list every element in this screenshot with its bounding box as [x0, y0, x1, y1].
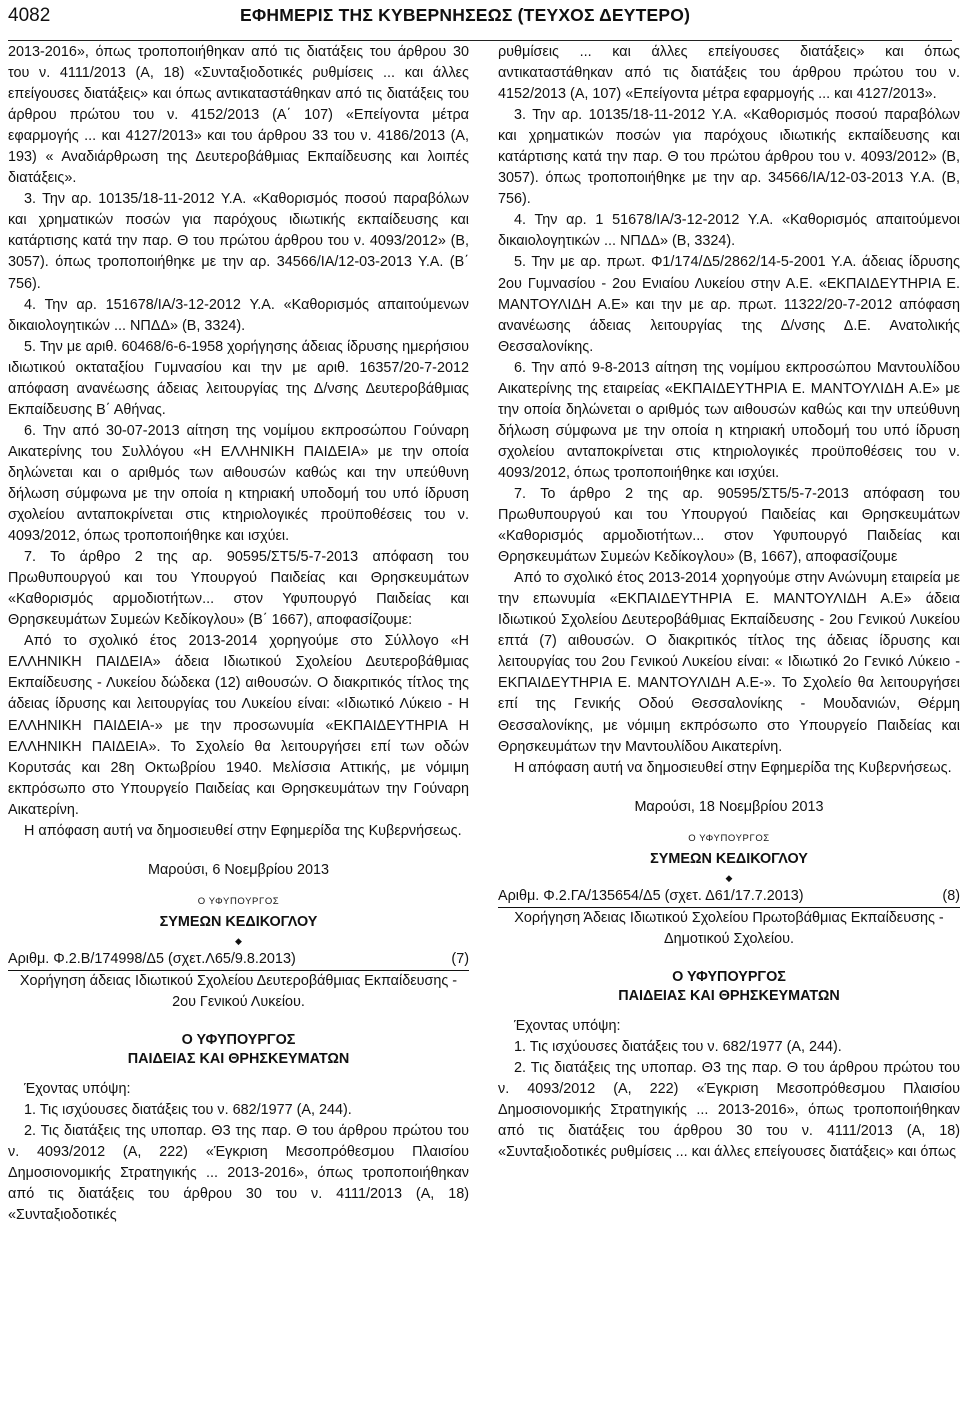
signer-name: ΣΥΜΕΩΝ ΚΕΔΙΚΟΓΛΟΥ	[159, 913, 318, 930]
ministry-title-line-1: Ο ΥΦΥΠΟΥΡΓΟΣ	[181, 1032, 296, 1049]
having-considered: Έχοντας υπόψη:	[514, 1017, 621, 1034]
decision-number: (7)	[451, 950, 469, 967]
paragraph: 3. Την αρ. 10135/18-11-2012 Υ.Α. «Καθορισμός ποσού παραβόλων και χρηματικών ποσών για παρόχους ιδιωτικής εκπαίδευσης και κατάρτισης κατά την παρ. Θ του πρώτου άρθρου του ν. 4093/2012» (Β, 3057). όπως τροποποιήθηκε με την αρ. 34566/ΙΑ/12-03-2013 Υ.Α. (Β΄ 756).	[8, 191, 469, 292]
decision-heading	[8, 949, 469, 971]
ministry-title-line-1: Ο ΥΦΥΠΟΥΡΓΟΣ	[672, 968, 786, 985]
paragraph: 1. Τις ισχύουσες διατάξεις του ν. 682/1977 (Α, 244).	[24, 1102, 352, 1119]
paragraph: 2013-2016», όπως τροποποιήθηκαν από τις διατάξεις του άρθρου 30 του ν. 4111/2013 (Α, 18) «Συνταξιοδοτικές ρυθμίσεις ... και άλλες επείγουσες διατάξεις» και όπως αντικαταστάθηκαν από τις διατάξεις του άρθρου πρώτου του ν. 4152/2013 (Α΄ 107) «Επείγοντα μέτρα εφαρμογής ... και 4127/2013» και του άρθρου 33 του ν. 4186/2013 (Α, 193) « Αναδιάρθρωση της Δευτεροβάθμιας Εκπαίδευσης και λοιπές διατάξεις».	[8, 44, 469, 187]
paragraph: 6. Την από 9-8-2013 αίτηση της νομίμου εκπροσώπου Μαντουλίδου Αικατερίνης της εταιρείας «ΕΚΠΑΙΔΕΥΤΗΡΙΑ Ε. ΜΑΝΤΟΥΛΙΔΗ Α.Ε» με την οποία δηλώνεται ο αριθμός των αιθουσών καθώς και την υπεύθυνη δήλωση σύμφωνα με την οποία η κτηριακή υποδομή του υπό ίδρυση σχολείου ανταποκρίνεται στις κτηριολογικές προϋποθέσεις του ν. 4093/2012, όπως τροποποιήθηκε και ισχύει.	[498, 359, 960, 481]
ministry-title-line-2: ΠΑΙΔΕΙΑΣ ΚΑΙ ΘΡΗΣΚΕΥΜΑΤΩΝ	[127, 1051, 350, 1068]
decision-heading	[498, 886, 960, 908]
signer-role: Ο ΥΦΥΠΟΥΡΓΟΣ	[197, 895, 280, 907]
paragraph: 5. Την με αριθ. 60468/6-6-1958 χορήγησης άδειας ίδρυσης ημερήσιου ιδιωτικού οκταταξίου Γυμνασίου και την με αριθ. 16357/20-7-2012 απόφαση ανανέωσης άδειας λειτουργίας της Δ/νσης Δευτεροβάθμιας Εκπαίδευσης Β΄ Αθήνας.	[8, 338, 469, 418]
paragraph: 2. Τις διατάξεις της υποπαρ. Θ3 της παρ. Θ του άρθρου πρώτου του ν. 4093/2012 (Α, 222) «Έγκριση Μεσοπρόθεσμου Πλαισίου Δημοσιονομικής Στρατηγικής ... 2013-2016», όπως τροποποιήθηκαν από τις διατάξεις του άρθρου 30 του ν. 4111/2013 (Α, 18) «Συνταξιοδοτικές ρυθμίσεις ... και άλλες επείγουσες διατάξεις» και όπως	[498, 1060, 960, 1161]
paragraph: 5. Την με αρ. πρωτ. Φ1/174/Δ5/2862/14-5-2001 Υ.Α. άδειας ίδρυσης 2ου Γυμνασίου - 2ου Ενιαίου Λυκείου στην Α.Ε. «ΕΚΠΑΙΔΕΥΤΗΡΙΑ Ε. ΜΑΝΤΟΥΛΙΔΗ Α.Ε» και την με αρ. πρωτ. 11322/20-7-2012 απόφαση ανανέωσης άδειας λειτουργίας της Δ/νσης Δ.Ε. Ανατολικής Θεσσαλονίκης.	[498, 254, 960, 355]
decision-number: (8)	[942, 887, 960, 904]
paragraph: Η απόφαση αυτή να δημοσιευθεί στην Εφημερίδα της Κυβερνήσεως.	[514, 759, 952, 776]
separator-ornament: ◆	[235, 935, 242, 946]
paragraph: 6. Την από 30-07-2013 αίτηση της νομίμου εκπροσώπου Γούναρη Αικατερίνης του Συλλόγου «Η ΕΛΛΗΝΙΚΗ ΠΑΙΔΕΙΑ» με την οποία δηλώνεται και ο αριθμός των αιθουσών καθώς και την υπεύθυνη δήλωση σύμφωνα με την οποία η κτηριακή υποδομή του υπό ίδρυση σχολείου ανταποκρίνεται στις κτηριολογικές προϋποθέσεις του ν. 4093/2012, όπως τροποποιήθηκε και ισχύει.	[8, 422, 469, 545]
signature-date: Μαρούσι, 6 Νοεμβρίου 2013	[147, 861, 330, 878]
having-considered: Έχοντας υπόψη:	[24, 1081, 131, 1098]
paragraph: 3. Την αρ. 10135/18-11-2012 Υ.Α. «Καθορισμός ποσού παραβόλων και χρηματικών ποσών για παρόχους ιδιωτικής εκπαίδευσης και κατάρτισης κατά την παρ. Θ του πρώτου άρθρου του ν. 4093/2012» (Β, 3057). όπως τροποποιήθηκε με την αρ. 34566/ΙΑ/12-03-2013 Υ.Α. (Β, 756).	[498, 107, 960, 208]
decision-reference: Αριθμ. Φ.2.Β/174998/Δ5 (σχετ.Λ65/9.8.2013)	[8, 950, 296, 967]
decision-title: Χορήγηση Άδειας Ιδιωτικού Σχολείου Πρωτοβάθμιας Εκπαίδευσης - Δημοτικού Σχολείου.	[514, 909, 944, 947]
gazette-title: ΕΦΗΜΕΡΙΣ ΤΗΣ ΚΥΒΕΡΝΗΣΕΩΣ (ΤΕΥΧΟΣ ΔΕΥΤΕΡΟ)	[240, 5, 691, 25]
paragraph: Από το σχολικό έτος 2013-2014 χορηγούμε στο Σύλλογο «Η ΕΛΛΗΝΙΚΗ ΠΑΙΔΕΙΑ» άδεια Ιδιωτικού Σχολείου Δευτεροβάθμιας Εκπαίδευσης - Λυκείου δώδεκα (12) αιθουσών. Ο διακριτικός τίτλος της άδειας ίδρυσης και λειτουργίας του Λυκείου είναι: «Ιδιωτικό Λύκειο - Η ΕΛΛΗΝΙΚΗ ΠΑΙΔΕΙΑ-» με την προσωνυμία «ΕΚΠΑΙΔΕΥΤΗΡΙΑ Η ΕΛΛΗΝΙΚΗ ΠΑΙΔΕΙΑ». Το Σχολείο θα λειτουργήσει επί των οδών Κορυτσάς και 28η Οκτωβρίου 1940. Μελίσσια Αττικής, με νόμιμη εκπρόσωπο στο Υπουργείο Παιδείας και Θρησκευμάτων την Γούναρη Αικατερίνη.	[8, 633, 469, 818]
ministry-title-line-2: ΠΑΙΔΕΙΑΣ ΚΑΙ ΘΡΗΣΚΕΥΜΑΤΩΝ	[618, 987, 840, 1004]
paragraph: Η απόφαση αυτή να δημοσιευθεί στην Εφημερίδα της Κυβερνήσεως.	[24, 822, 462, 839]
page-number: 4082	[8, 5, 51, 26]
page-header	[8, 0, 952, 41]
paragraph: 7. Το άρθρο 2 της αρ. 90595/ΣΤ5/5-7-2013 απόφαση του Πρωθυπουργού και του Υπουργού Παιδείας και Θρησκευμάτων «Καθορισμός αρμοδιοτήτων... στον Υφυπουργό Παιδείας και Θρησκευμάτων Συμεών Κεδίκογλου» (Β, 1667), αποφασίζουμε	[498, 485, 960, 566]
decision-title: Χορήγηση άδειας Ιδιωτικού Σχολείου Δευτεροβάθμιας Εκπαίδευσης - 2ου Γενικού Λυκείου.	[19, 972, 458, 1011]
signer-name: ΣΥΜΕΩΝ ΚΕΔΙΚΟΓΛΟΥ	[650, 850, 808, 867]
paragraph: 4. Την αρ. 151678/ΙΑ/3-12-2012 Υ.Α. «Καθορισμός απαιτούμενων δικαιολογητικών ... ΝΠΔΔ» (Β, 3324).	[8, 296, 469, 334]
left-column	[8, 42, 469, 1226]
paragraph: ρυθμίσεις ... και άλλες επείγουσες διατάξεις» και όπως αντικαταστάθηκαν από τις διατάξεις του άρθρου πρώτου του ν. 4152/2013 (Α, 107) «Επείγοντα μέτρα εφαρμογής ... και 4127/2013».	[498, 44, 960, 103]
decision-reference: Αριθμ. Φ.2.ΓΑ/135654/Δ5 (σχετ. Δ61/17.7.2013)	[498, 887, 804, 904]
paragraph: 1. Τις ισχύουσες διατάξεις του ν. 682/1977 (Α, 244).	[514, 1038, 842, 1055]
signature-date: Μαρούσι, 18 Νοεμβρίου 2013	[634, 798, 824, 815]
paragraph: 2. Τις διατάξεις της υποπαρ. Θ3 της παρ. Θ του άρθρου πρώτου του ν. 4093/2012 (Α, 222) «Έγκριση Μεσοπρόθεσμου Πλαισίου Δημοσιονομικής Στρατηγικής ... 2013-2016», όπως τροποποιήθηκαν από τις διατάξεις του άρθρου 30 του ν. 4111/2013 (Α, 18) «Συνταξιοδοτικές	[8, 1123, 469, 1224]
paragraph: Από το σχολικό έτος 2013-2014 χορηγούμε στην Ανώνυμη εταιρεία με την επωνυμία «ΕΚΠΑΙΔΕΥΤΗΡΙΑ Ε. ΜΑΝΤΟΥΛΙΔΗ Α.Ε» άδεια Ιδιωτικού Σχολείου Δευτεροβάθμιας Εκπαίδευσης - 2ου Γενικού Λυκείου επτά (7) αιθουσών. Ο διακριτικός τίτλος της άδειας ίδρυσης και λειτουργίας του 2ου Γενικού Λυκείου είναι: « Ιδιωτικό 2ο Γενικό Λύκειο - ΕΚΠΑΙΔΕΥΤΗΡΙΑ Ε. ΜΑΝΤΟΥΛΙΔΗ Α.Ε-». Το Σχολείο θα λειτουργήσει επί της Γενικής Οδού Θεσσαλονίκης - Μουδανιών, Θέρμη Θεσσαλονίκης, με νόμιμη εκπρόσωπο στο Υπουργείο Παιδείας και Θρησκευμάτων την Μαντουλίδου Αικατερίνη.	[498, 570, 960, 755]
paragraph: 7. Το άρθρο 2 της αρ. 90595/ΣΤ5/5-7-2013 απόφαση του Πρωθυπουργού και του Υπουργού Παιδείας και Θρησκευμάτων «Καθορισμός αρμοδιοτήτων... στον Υφυπουργό Παιδείας και Θρησκευμάτων Συμεών Κεδίκογλου» (Β΄ 1667), αποφασίζουμε:	[8, 549, 469, 629]
paragraph: 4. Την αρ. 1 51678/ΙΑ/3-12-2012 Υ.Α. «Καθορισμός απαιτούμενοι δικαιολογητικών ... ΝΠΔΔ» (Β, 3324).	[498, 212, 960, 250]
signer-role: Ο ΥΦΥΠΟΥΡΓΟΣ	[688, 832, 770, 844]
separator-ornament: ◆	[725, 872, 733, 883]
right-column	[498, 42, 960, 1163]
